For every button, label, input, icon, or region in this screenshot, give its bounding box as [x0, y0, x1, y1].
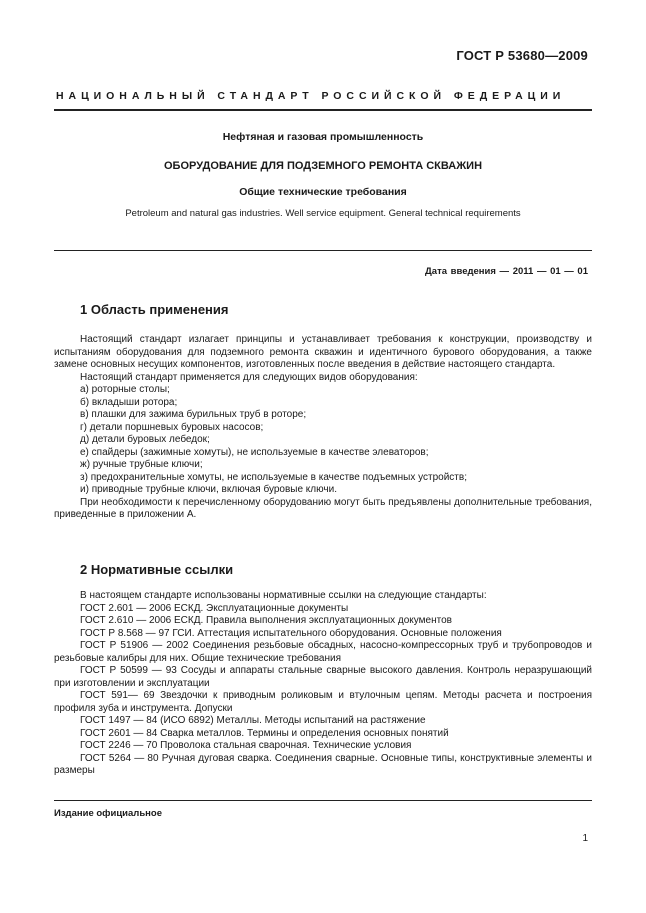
list-item: д) детали буровых лебедок;: [80, 434, 210, 445]
list-item: з) предохранительные хомуты, не используемые в качестве подъемных устройств;: [80, 471, 467, 483]
reference-item: ГОСТ 2246 — 70 Проволока стальная сварочная. Технические условия: [80, 740, 412, 751]
paragraph: При необходимости к перечисленному оборудованию могут быть предъявлены дополнительные требования, приведенные в приложении А.: [54, 496, 592, 520]
section-references-body: [54, 590, 592, 778]
list-item: б) вкладыши ротора;: [80, 396, 178, 408]
reference-item: ГОСТ Р 50599 — 93 Сосуды и аппараты стальные сварные высокого давления. Контроль неразрушающий при изготовлении и эксплуатации: [54, 665, 592, 689]
section-heading-scope: 1 Область применения: [80, 302, 229, 317]
middle-divider: [54, 250, 592, 251]
document-number: ГОСТ Р 53680—2009: [456, 48, 588, 63]
reference-item: ГОСТ 1497 — 84 (ИСО 6892) Металлы. Методы испытаний на растяжение: [80, 715, 426, 726]
section-scope-body: [54, 334, 592, 522]
industry-line: Нефтяная и газовая промышленность: [222, 131, 424, 143]
official-edition-label: Издание официальное: [54, 808, 162, 819]
paragraph: В настоящем стандарте использованы нормативные ссылки на следующие стандарты:: [80, 590, 487, 601]
list-item: в) плашки для зажима бурильных труб в роторе;: [80, 409, 307, 420]
section-heading-references: 2 Нормативные ссылки: [80, 562, 234, 577]
list-item: и) приводные трубные ключи, включая буровые ключи.: [80, 484, 337, 495]
paragraph: Настоящий стандарт применяется для следующих видов оборудования:: [80, 371, 418, 383]
reference-item: ГОСТ 2.610 — 2006 ЕСКД. Правила выполнения эксплуатационных документов: [80, 615, 452, 626]
paragraph: Настоящий стандарт излагает принципы и устанавливает требования к конструкции, производству и испытаниям оборудования для подземного ремонта скважин и идентичного бурового оборудования, а также замене основных несущих компонентов, изготовленных после введения в действие настоящего стандарта.: [54, 334, 592, 370]
english-title: Petroleum and natural gas industries. Well service equipment. General technical requirements: [125, 208, 521, 219]
document-title: ОБОРУДОВАНИЕ ДЛЯ ПОДЗЕМНОГО РЕМОНТА СКВАЖИН: [163, 160, 483, 172]
list-item: ж) ручные трубные ключи;: [80, 459, 203, 470]
introduction-date: Дата введения — 2011 — 01 — 01: [425, 266, 588, 277]
page-number: 1: [582, 833, 588, 844]
top-divider: [54, 109, 592, 111]
document-subtitle: Общие технические требования: [239, 186, 407, 198]
reference-item: ГОСТ Р 51906 — 2002 Соединения резьбовые обсадных, насосно-компрессорных труб и трубопроводов и резьбовые калибры для них. Общие технические требования: [54, 640, 592, 664]
reference-item: ГОСТ Р 8.568 — 97 ГСИ. Аттестация испытательного оборудования. Основные положения: [80, 627, 502, 639]
reference-item: ГОСТ 591— 69 Звездочки к приводным роликовым и втулочным цепям. Методы расчета и построения профиля зуба и инструмента. Допуски: [54, 690, 592, 714]
list-item: г) детали поршневых буровых насосов;: [80, 421, 264, 433]
national-standard-banner: НАЦИОНАЛЬНЫЙ СТАНДАРТ РОССИЙСКОЙ ФЕДЕРАЦИИ: [56, 90, 566, 102]
reference-item: ГОСТ 2601 — 84 Сварка металлов. Термины и определения основных понятий: [80, 727, 449, 739]
reference-item: ГОСТ 2.601 — 2006 ЕСКД. Эксплуатационные документы: [80, 602, 349, 614]
list-item: е) спайдеры (зажимные хомуты), не используемые в качестве элеваторов;: [80, 446, 429, 458]
list-item: а) роторные столы;: [80, 384, 170, 395]
reference-item: ГОСТ 5264 — 80 Ручная дуговая сварка. Соединения сварные. Основные типы, конструктивные элементы и размеры: [54, 752, 592, 776]
footer-divider: [54, 800, 592, 801]
